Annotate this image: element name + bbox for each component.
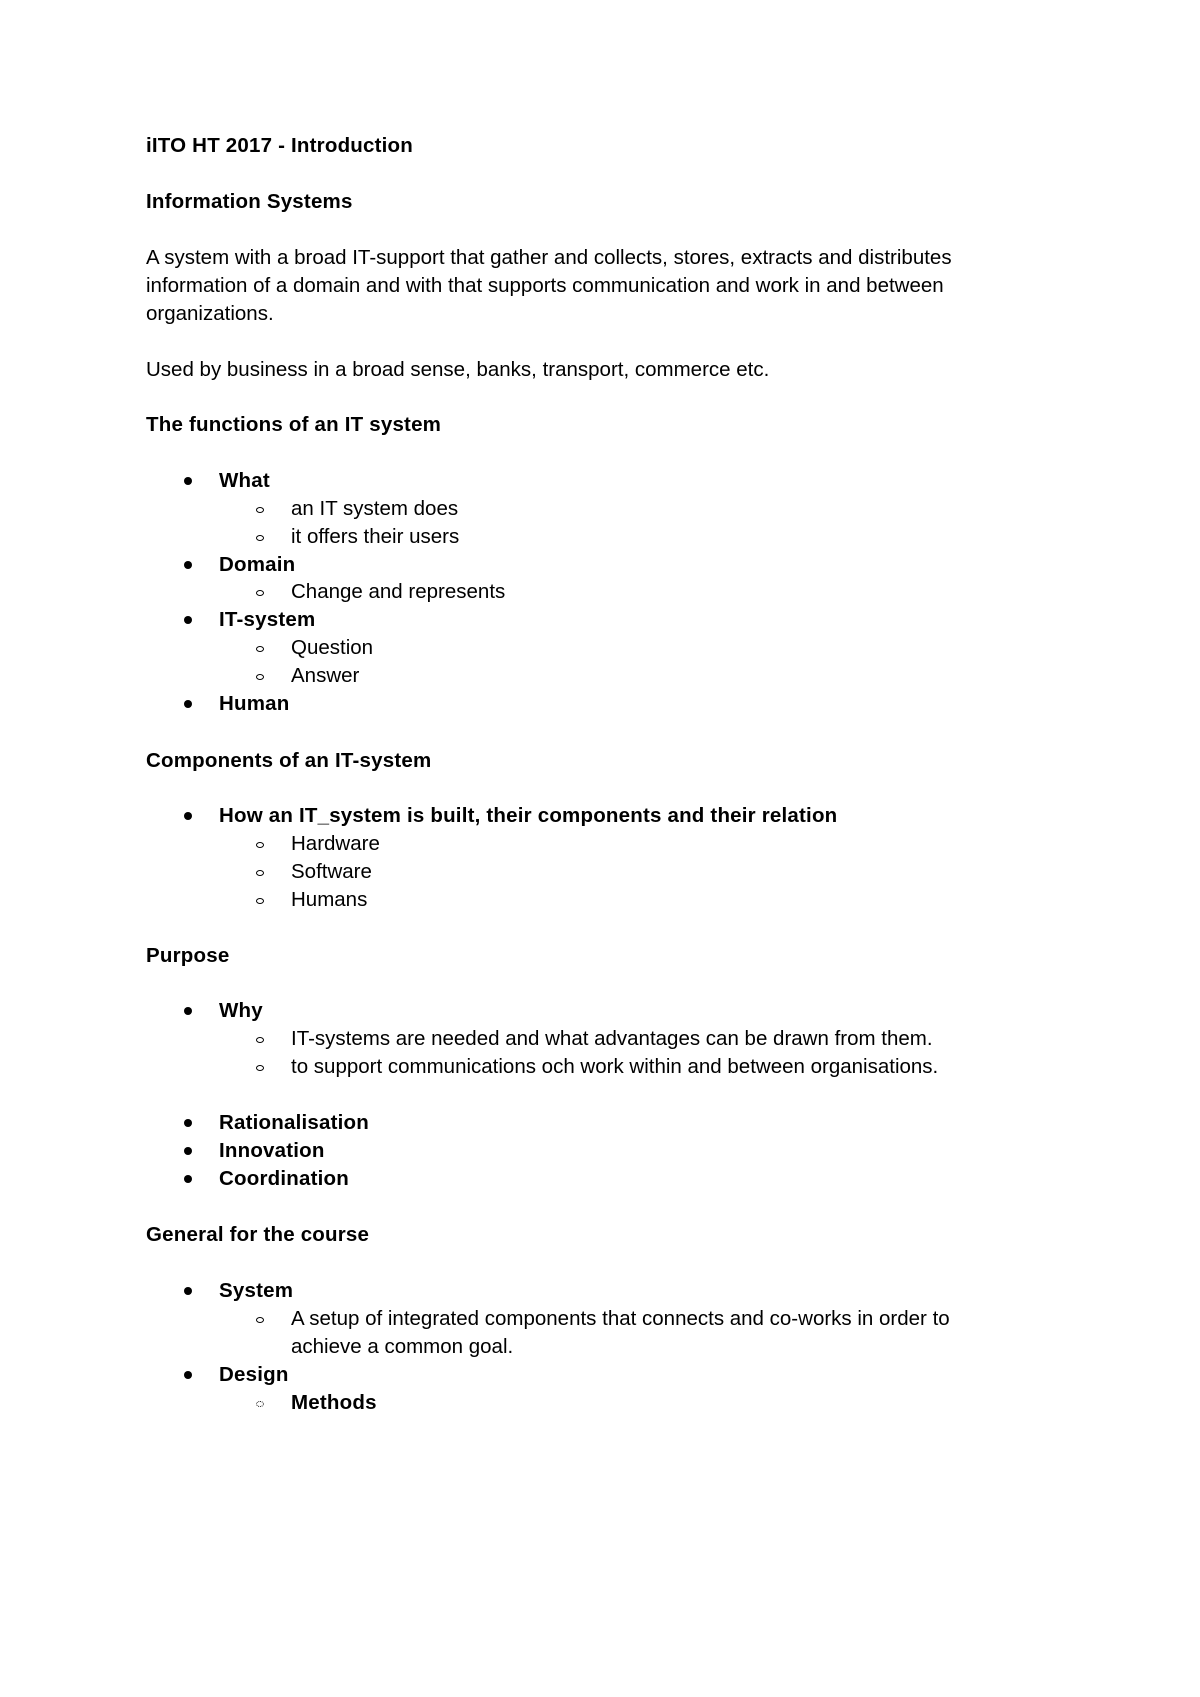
sub-list-item-label: IT-systems are needed and what advantages can be drawn from them. xyxy=(291,1027,933,1050)
paragraph-line: information of a domain and with that supports communication and work in and between xyxy=(146,274,944,297)
sub-list-item-label: Answer xyxy=(291,664,360,687)
heading-functions: The functions of an IT system xyxy=(146,413,442,436)
sub-list-item-label: an IT system does xyxy=(291,497,459,520)
bullet-dot-icon xyxy=(184,1287,192,1295)
bullet-dot-icon xyxy=(184,1371,192,1379)
bullet-dot-icon xyxy=(184,1119,192,1127)
list-item-label: Human xyxy=(219,692,290,715)
bullet-circle-icon xyxy=(256,1037,264,1043)
bullet-circle-icon xyxy=(256,898,264,904)
bullet-dot-icon xyxy=(184,1007,192,1015)
bullet-circle-icon xyxy=(256,1317,264,1323)
sub-list-item-label: Methods xyxy=(291,1391,377,1414)
bullet-circle-icon xyxy=(256,870,264,876)
list-item-label: Why xyxy=(219,999,263,1022)
paragraph-line: organizations. xyxy=(146,302,274,325)
sub-list-item-label: achieve a common goal. xyxy=(291,1335,514,1358)
bullet-circle-icon xyxy=(256,646,264,652)
bullet-dot-icon xyxy=(184,1175,192,1183)
bullet-circle-icon xyxy=(256,590,264,596)
sub-list-item-label: Question xyxy=(291,636,374,659)
document-title: iITO HT 2017 - Introduction xyxy=(146,134,413,157)
sub-list-item-label: to support communications och work within and between organisations. xyxy=(291,1055,939,1078)
bullet-circle-icon xyxy=(256,842,264,848)
list-item-label: IT-system xyxy=(219,608,316,631)
sub-list-item-label: Software xyxy=(291,860,372,883)
bullet-dot-icon xyxy=(184,812,192,820)
list-item-label: Innovation xyxy=(219,1139,325,1162)
heading-general: General for the course xyxy=(146,1223,370,1246)
list-item-label: Design xyxy=(219,1363,289,1386)
bullet-dot-icon xyxy=(184,561,192,569)
bullet-dot-icon xyxy=(184,616,192,624)
paragraph-used-by: Used by business in a broad sense, banks, transport, commerce etc. xyxy=(146,358,770,381)
bullet-dot-icon xyxy=(184,1147,192,1155)
list-item-label: Coordination xyxy=(219,1167,349,1190)
paragraph-line: A system with a broad IT-support that gather and collects, stores, extracts and distributes xyxy=(146,246,952,269)
list-item-label: Domain xyxy=(219,553,296,576)
bullet-circle-icon xyxy=(256,507,264,513)
list-item-label: System xyxy=(219,1279,294,1302)
sub-list-item-label: Humans xyxy=(291,888,368,911)
list-item-label: Rationalisation xyxy=(219,1111,369,1134)
bullet-circle-icon xyxy=(256,535,264,541)
bullet-circle-icon xyxy=(256,674,264,680)
sub-list-item-label: Change and represents xyxy=(291,580,506,603)
heading-components: Components of an IT-system xyxy=(146,749,432,772)
heading-purpose: Purpose xyxy=(146,944,230,967)
bullet-circle-icon xyxy=(256,1401,264,1407)
heading-information-systems: Information Systems xyxy=(146,190,353,213)
list-item-label: How an IT_system is built, their components and their relation xyxy=(219,804,838,827)
sub-list-item-label: Hardware xyxy=(291,832,380,855)
sub-list-item-label: it offers their users xyxy=(291,525,460,548)
bullet-circle-icon xyxy=(256,1065,264,1071)
list-item-label: What xyxy=(219,469,270,492)
sub-list-item-label: A setup of integrated components that connects and co-works in order to xyxy=(291,1307,950,1330)
bullet-dot-icon xyxy=(184,477,192,485)
bullet-dot-icon xyxy=(184,700,192,708)
